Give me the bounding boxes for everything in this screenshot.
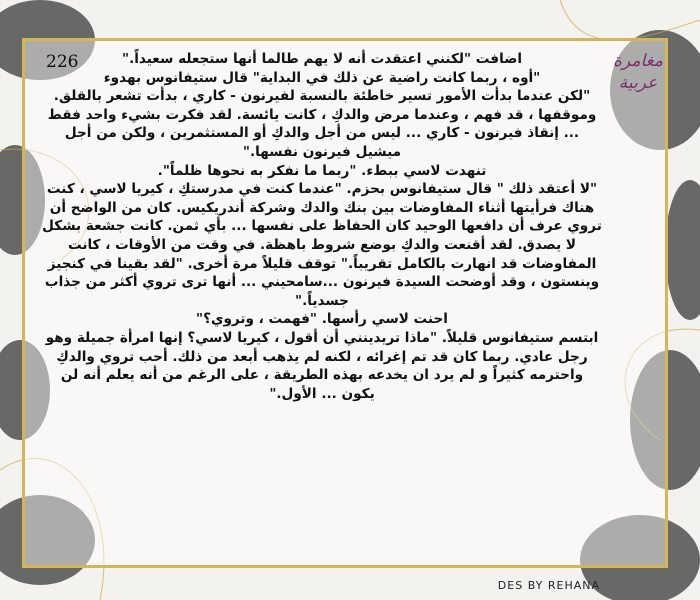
- paragraph: "لا أعتقد ذلك " قال ستيفانوس بحزم. "عندما كنت في مدرستكِ ، كيريا لاسي ، كنت هناك فرأيتها أثناء المفاوضات بين بنك والدك وشركة أندريكيس. كان من الواضح أن تروي عرف أن دافعها الوحيد كان الحفاظ على نفسها ... بأي ثمن. كانت جشعة بشكل لا يصدق. لقد أقنعت والدكِ بوضع شروط باهظة. في وقت من الأوقات ، كانت المفاوضات قد انهارت بالكامل تقريباً." توقف قليلاً مرة أخرى. "لقد بقينا في كنجيز وينستون ، وقد أوضحت السيدة فيرنون ...سامحيني ... أنها ترى تروي أكثر من جذاب جسدياً.": [42, 181, 602, 309]
- paragraph: احنت لاسي رأسها. "فهمت ، وتروي؟": [196, 311, 448, 328]
- designer-credit: DES BY REHANA: [497, 579, 600, 592]
- brand-line-2: عربية: [618, 73, 658, 93]
- paragraph: اضافت "لكنني اعتقدت أنه لا يهم طالما أنها ستجعله سعيداً.": [122, 51, 522, 67]
- page-number: 226: [46, 52, 79, 72]
- brand-line-1: مغامرة: [613, 51, 663, 71]
- paragraph: "أوه ، ربما كانت راضية عن ذلك في البداية" قال ستيفانوس بهدوء: [103, 69, 541, 86]
- paragraph: ابتسم ستيفانوس قليلاً. "ماذا تريدينني أن أقول ، كيريا لاسي؟ إنها امرأة جميلة وهو رجل عادي. ربما كان قد تم إغرائه ، لكنه لم يذهب أبعد من ذلك. أحب تروي والدكِ واحترمه كثيراً و لم يرد ان يخدعه بهذه الطريقة ، على الرغم من أنه يعلم أنه لن يكون ... الأول.": [45, 329, 599, 402]
- paragraph: وموقفها ، قد فهم ، وعندما مرض والدكِ ، كانت يائسة. لقد فكرت بشيء واحد فقط ... إنقاذ فيرنون - كاري ... ليس من أجل والدكِ أو المستثمرين ، ولكن من أجل ميشيل فيرنون نفسها.": [47, 106, 597, 160]
- story-text: [42, 50, 602, 403]
- paragraph: "لكن عندما بدأت الأمور تسير خاطئة بالنسبة لفيرنون - كاري ، بدأت تشعر بالقلق.: [53, 88, 591, 105]
- brand-logo: [606, 50, 670, 94]
- paragraph: تنهدت لاسي ببطء. "ربما ما نفكر به نحوها ظلماً".: [157, 162, 487, 179]
